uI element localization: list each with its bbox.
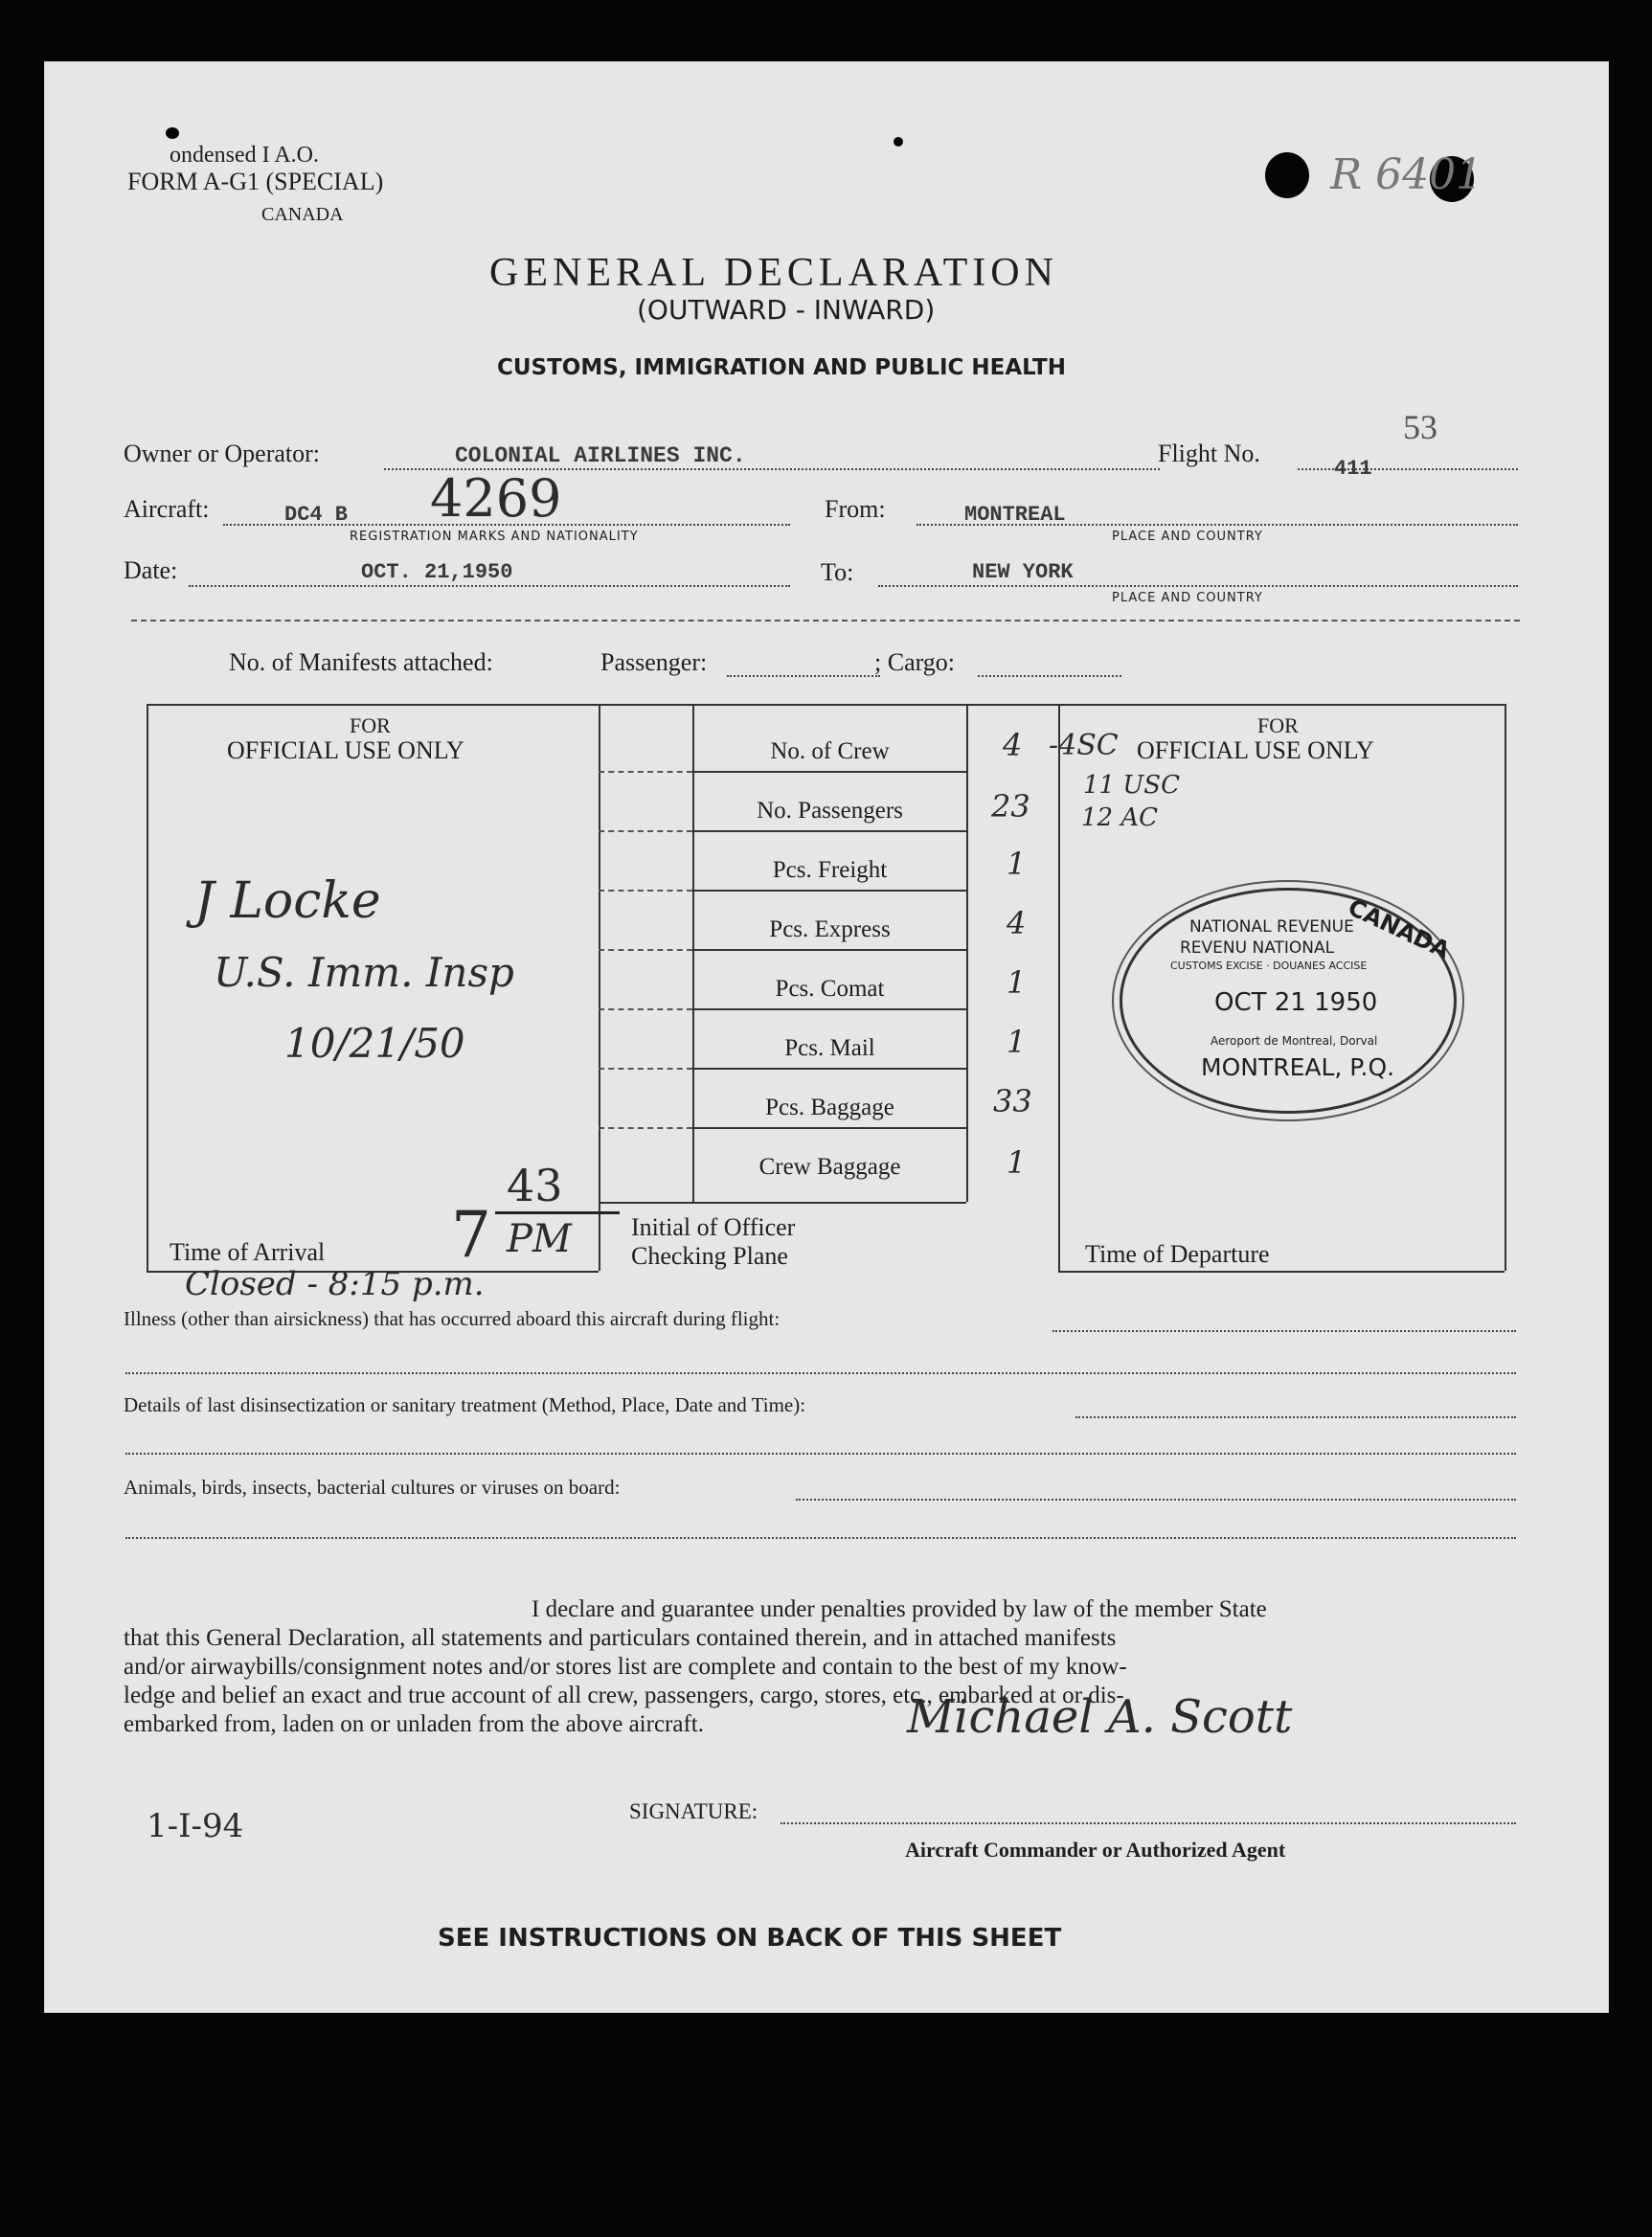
owner-label: Owner or Operator:: [124, 440, 321, 467]
table-left: [147, 704, 148, 1271]
inspector-date: 10/21/50: [284, 1020, 465, 1067]
stamp-excise: CUSTOMS EXCISE · DOUANES ACCISE: [1170, 960, 1368, 972]
aircraft-type: DC4 B: [284, 503, 349, 527]
row-divider: [599, 1127, 692, 1129]
row-divider: [692, 949, 966, 951]
reference-mark: R 6401: [1330, 150, 1483, 199]
row-value: 4: [1007, 905, 1027, 941]
flight-label: Flight No.: [1158, 440, 1260, 467]
to-line: [878, 585, 1518, 587]
row-divider: [692, 1008, 966, 1010]
row-divider: [599, 1008, 692, 1010]
row-value: 4: [1003, 727, 1023, 763]
row-value: 1: [1007, 964, 1027, 1001]
row-divider: [599, 890, 692, 892]
row-divider: [599, 1068, 692, 1070]
to-label: To:: [821, 558, 854, 586]
row-value: 33: [993, 1083, 1032, 1119]
disinsection-line-2: [125, 1453, 1516, 1455]
from-label: From:: [825, 495, 886, 523]
ink-blot: [894, 137, 903, 147]
illness-line-2: [125, 1372, 1516, 1374]
cargo-label: ; Cargo:: [874, 648, 956, 676]
table-col-a: [599, 704, 600, 1271]
row-divider: [692, 1127, 966, 1129]
table-top: [147, 704, 1506, 706]
registration-caption: REGISTRATION MARKS AND NATIONALITY: [350, 530, 639, 544]
flight-handwritten: 53: [1403, 408, 1437, 446]
inspector-signature: J Locke: [194, 872, 381, 930]
row-label: Pcs. Comat: [775, 976, 885, 1002]
right-official-head-2: OFFICIAL USE ONLY: [1137, 736, 1374, 764]
row-value: 23: [991, 788, 1030, 825]
stamp-airport: Aeroport de Montreal, Dorval: [1211, 1034, 1378, 1048]
row-divider: [599, 1202, 966, 1204]
passenger-label: Passenger:: [600, 648, 708, 676]
form-designation: ondensed I A.O.: [170, 143, 319, 168]
header-divider: [131, 620, 1520, 621]
row-divider: [599, 830, 692, 832]
margin-note: 1-I-94: [147, 1807, 244, 1845]
left-official-head-2: OFFICIAL USE ONLY: [227, 736, 464, 764]
passenger-official-note-2: 12 AC: [1081, 803, 1159, 832]
declaration-line-2: that this General Declaration, all statements and particulars contained therein, and in attached manifests: [124, 1625, 1117, 1651]
arrival-label: Time of Arrival: [170, 1238, 326, 1266]
row-divider: [599, 949, 692, 951]
declaration-line-4: ledge and belief an exact and true account of all crew, passengers, cargo, stores, etc., embarked at or dis-: [124, 1683, 1124, 1708]
stamp-revenue: NATIONAL REVENUE: [1189, 917, 1354, 937]
stamp-city: MONTREAL, P.Q.: [1201, 1053, 1395, 1081]
departure-label: Time of Departure: [1085, 1240, 1270, 1268]
crew-official-note: -4SC: [1049, 729, 1119, 762]
row-divider: [692, 1068, 966, 1070]
row-label: No. Passengers: [757, 798, 903, 824]
illness-line-1: [1052, 1330, 1516, 1332]
form-number: FORM A-G1 (SPECIAL): [127, 168, 384, 195]
signature-line: [781, 1822, 1516, 1824]
declaration-line-1: I declare and guarantee under penalties provided by law of the member State: [532, 1596, 1267, 1622]
aircraft-label: Aircraft:: [124, 495, 210, 523]
aircraft-registration: 4269: [430, 468, 562, 529]
right-official-head-1: FOR: [1257, 713, 1299, 737]
animals-line-2: [125, 1537, 1516, 1539]
disinsection-label: Details of last disinsectization or sanitary treatment (Method, Place, Date and Time):: [124, 1393, 806, 1416]
row-label: No. of Crew: [770, 738, 890, 764]
ink-blot: [166, 127, 179, 139]
punch-hole: [1265, 152, 1309, 198]
disinsection-line-1: [1075, 1416, 1516, 1418]
commander-signature: Michael A. Scott: [907, 1690, 1293, 1744]
arrival-fraction-bar: [495, 1211, 620, 1214]
date-value: OCT. 21,1950: [361, 560, 513, 584]
date-line: [189, 585, 790, 587]
passenger-line: [727, 675, 880, 677]
row-divider: [599, 771, 692, 773]
table-bottom-right: [1058, 1271, 1505, 1273]
form-country: CANADA: [261, 204, 344, 225]
stamp-date: OCT 21 1950: [1214, 988, 1378, 1017]
table-right: [1505, 704, 1506, 1271]
flight-line: [1298, 468, 1518, 470]
services-heading: CUSTOMS, IMMIGRATION AND PUBLIC HEALTH: [497, 355, 1066, 380]
illness-label: Illness (other than airsickness) that has occurred aboard this aircraft during flight:: [124, 1307, 781, 1330]
row-label: Pcs. Express: [769, 916, 891, 942]
left-official-head-1: FOR: [350, 713, 391, 737]
page-subtitle: (OUTWARD - INWARD): [637, 294, 936, 326]
row-value: 1: [1007, 846, 1027, 882]
declaration-line-5: embarked from, laden on or unladen from the above aircraft.: [124, 1711, 704, 1737]
owner-value: COLONIAL AIRLINES INC.: [455, 443, 746, 468]
arrival-minutes: 43: [507, 1160, 563, 1211]
animals-label: Animals, birds, insects, bacterial cultures or viruses on board:: [124, 1476, 621, 1499]
row-value: 1: [1007, 1144, 1027, 1181]
from-place-caption: PLACE AND COUNTRY: [1112, 530, 1263, 544]
row-label: Pcs. Mail: [784, 1035, 875, 1061]
to-place-caption: PLACE AND COUNTRY: [1112, 591, 1263, 605]
stamp-country: CANADA: [1344, 893, 1454, 964]
declaration-line-3: and/or airwaybills/consignment notes and/or stores list are complete and contain to the best of my know-: [124, 1654, 1127, 1680]
row-label: Pcs. Baggage: [765, 1095, 894, 1120]
signature-caption: Aircraft Commander or Authorized Agent: [905, 1838, 1286, 1862]
page-title: GENERAL DECLARATION: [489, 251, 1058, 295]
table-col-c: [966, 704, 968, 1202]
row-divider: [692, 771, 966, 773]
flight-value: 411: [1334, 457, 1372, 481]
stamp-revenu: REVENU NATIONAL: [1180, 938, 1335, 958]
instructions-footer: SEE INSTRUCTIONS ON BACK OF THIS SHEET: [438, 1924, 1062, 1953]
initial-label-1: Initial of Officer: [631, 1213, 796, 1241]
table-col-d: [1058, 704, 1060, 1271]
from-value: MONTREAL: [964, 503, 1066, 527]
animals-line-1: [796, 1499, 1516, 1501]
customs-stamp: [1120, 888, 1457, 1114]
form-sheet: [44, 61, 1609, 2013]
cargo-line: [978, 675, 1121, 677]
manifests-label: No. of Manifests attached:: [229, 648, 493, 676]
signature-label: SIGNATURE:: [629, 1799, 758, 1823]
row-label: Crew Baggage: [758, 1154, 901, 1180]
closed-note: Closed - 8:15 p.m.: [185, 1265, 485, 1303]
date-label: Date:: [124, 556, 178, 584]
row-divider: [692, 890, 966, 892]
passenger-official-note-1: 11 USC: [1083, 771, 1180, 800]
inspector-title: U.S. Imm. Insp: [214, 949, 514, 996]
row-value: 1: [1007, 1024, 1027, 1060]
arrival-ampm: PM: [507, 1217, 572, 1261]
row-divider: [692, 830, 966, 832]
to-value: NEW YORK: [972, 560, 1074, 584]
arrival-hour: 7: [451, 1198, 491, 1272]
initial-label-2: Checking Plane: [631, 1242, 788, 1270]
row-label: Pcs. Freight: [772, 857, 888, 883]
